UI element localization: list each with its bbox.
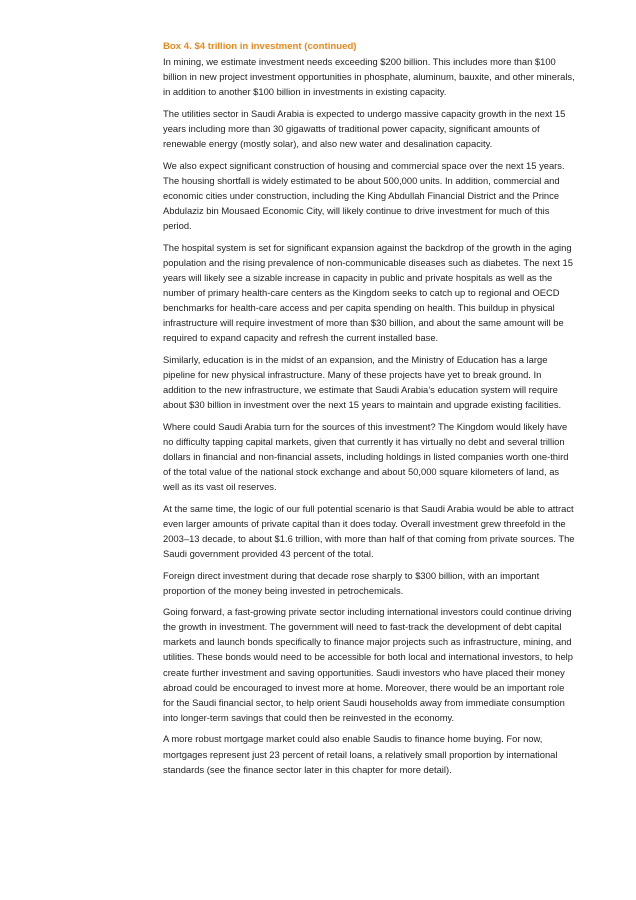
box-content xyxy=(163,39,575,783)
paragraph-private-capital: At the same time, the logic of our full potential scenario is that Saudi Arabia would be able to attract even larger amounts of private capital than it does today. Overall investment grew threefold in the 2003–13 decade, to about $1.6 trillion, with more than half of that coming from private sources. The Saudi government provided 43 percent of the total. xyxy=(163,502,575,559)
paragraph-education: Similarly, education is in the midst of an expansion, and the Ministry of Education has a large pipeline for new physical infrastructure. Many of these projects have yet to break ground. In addition to the new infrastructure, we estimate that Saudi Arabia’s education system will require about $30 billion in investment over the next 15 years to maintain and upgrade existing facilities. xyxy=(163,353,562,411)
paragraph-hospitals: The hospital system is set for significant expansion against the backdrop of the growth in the aging population and the rising prevalence of non-communicable diseases such as diabetes. The next 15 years will likely see a sizable increase in capacity in public and private hospitals as well as the number of primary health-care centers as the Kingdom seeks to catch up to regional and OECD benchmarks for health-care access and per capita spending on health. This buildup in physical infrastructure will require investment of more than $30 billion, and about the same amount will be required to expand capacity and refresh the current installed base. xyxy=(163,241,573,344)
paragraph-mortgage: A more robust mortgage market could also enable Saudis to finance home buying. For now, mortgages represent just 23 percent of retail loans, a relatively small proportion by international standards (see the finance sector later in this chapter for more detail). xyxy=(163,733,558,775)
paragraph-fdi: Foreign direct investment during that decade rose sharply to $300 billion, with an important proportion of the money being invested in petrochemicals. xyxy=(163,569,540,596)
box-title: Box 4. $4 trillion in investment (continued) xyxy=(163,41,357,52)
paragraph-housing: We also expect significant construction of housing and commercial space over the next 15 years. The housing shortfall is widely estimated to be about 500,000 units. In addition, commercial and economic cities under construction, including the King Abdullah Financial District and the Prince Abdulaziz bin Mousaed Economic City, will likely continue to drive investment for much of this period. xyxy=(163,159,565,232)
paragraph-going-forward: Going forward, a fast-growing private sector including international investors could continue driving the growth in investment. The government will need to fast-track the development of debt capital markets and launch bonds specifically to finance major projects such as infrastructure, mining, and utilities. These bonds would need to be accessible for both local and international investors, to help create further investment and saving opportunities. Saudi investors who have placed their money abroad could be encouraged to invest more at home. Moreover, there would be an important role for the Saudi financial sector, to help orient Saudi households away from immediate consumption into longer-term savings that could then be reinvested in the economy. xyxy=(163,606,573,723)
paragraph-investment-sources: Where could Saudi Arabia turn for the sources of this investment? The Kingdom would likely have no difficulty tapping capital markets, given that currently it has virtually no debt and several trillion dollars in financial and non-financial assets, including holdings in listed companies worth one-third of the total value of the national stock exchange and about 50,000 square kilometers of land, as well as its vast oil reserves. xyxy=(163,420,569,493)
paragraph-mining: In mining, we estimate investment needs exceeding $200 billion. This includes more than $100 billion in new project investment opportunities in phosphate, aluminum, bauxite, and other minerals, in addition to another $100 billion in investments in existing capacity. xyxy=(163,56,575,98)
paragraph-utilities: The utilities sector in Saudi Arabia is expected to undergo massive capacity growth in the next 15 years including more than 30 gigawatts of traditional power capacity, significant amounts of renewable energy (mostly solar), and also new water and desalination capacity. xyxy=(163,107,566,150)
